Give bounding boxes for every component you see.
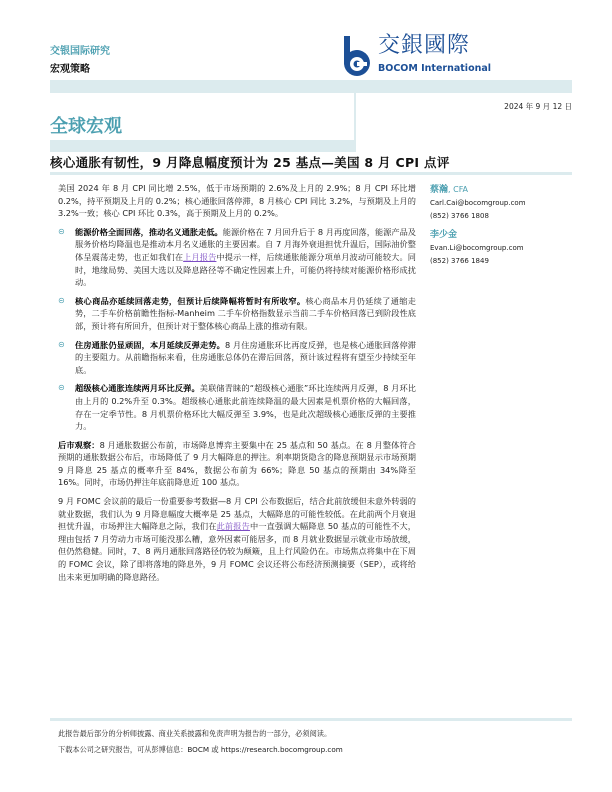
- final-text: 中一直强调大幅降息 50 基点的可能性不大，理由包括 7 月劳动力市场可能没那么糟，意外因素可能居多，而 8 月就业数据显示就业市场放缓，但仍然稳健。同时，7、8 两月通胀回落路径仍较为颠簸，且上行风险仍在。市场焦点将集中在下周的 FOMC 会议，除了即将落地的降息外，9 月 FOMC 会议还将公布经济预测摘要（SEP），或将给出未来更加明确的降息路径。: [58, 521, 416, 582]
- logo-chinese: 交銀國際: [378, 33, 471, 58]
- author-name: 蔡瀚: [430, 185, 449, 195]
- author-email[interactable]: Carl.Cai@bocomgroup.com: [430, 199, 526, 207]
- bullet-supercore: [58, 382, 416, 432]
- bullet-icon: ⊝: [58, 383, 65, 393]
- bullet-core-goods: [58, 295, 416, 333]
- bullet-heading: 超级核心通胀连续两月环比反弹。: [75, 383, 200, 394]
- outlook-heading: 后市观察：: [58, 439, 100, 450]
- bullet-text: 能源价格在 7 月回升后于 8 月再度回落，能源产品及服务价格均降温也是推动本月名义通胀的主要因素。自 7 月海外衰退担忧升温后，国际油价整体呈震荡走势，也正如我们在: [75, 226, 416, 262]
- disclaimer-text: 此报告最后部分的分析师披露、商业关系披露和免责声明为报告的一部分，必须阅读。: [58, 729, 332, 738]
- logo-mark-icon: [340, 34, 374, 78]
- bullet-icon: ⊝: [58, 339, 65, 349]
- region-heading: 全球宏观: [50, 116, 122, 137]
- author-credential: , CFA: [448, 185, 469, 194]
- author-phone: (852) 3766 1849: [430, 257, 489, 265]
- brand-name: 交银国际研究: [50, 46, 110, 57]
- bullet-heading: 住房通胀仍显顽固，本月延续反弹走势。: [75, 339, 225, 350]
- header-band: [50, 80, 572, 93]
- bullet-energy: [58, 226, 416, 289]
- bullet-icon: ⊝: [58, 226, 65, 236]
- title-underline: [50, 172, 572, 175]
- author-name: 李少金: [430, 230, 458, 240]
- bullet-housing: [58, 339, 416, 377]
- footer-divider: [50, 718, 572, 721]
- bullet-text: 中提示一样，后续通胀能源分项单月波动可能较大。同时，地缘局势、美国大选以及降息路径等不确定性因素上升，可能仍将持续对能源价格形成扰动。: [75, 251, 416, 288]
- bullet-text: 美联储青睐的“超级核心通胀”环比连续两月反弹，8 月环比由上月的 0.2%升至 0.3%。超级核心通胀此前连续降温的最大因素是机票价格的大幅回落，存在一定季节性。8 月机票价格环比大幅反弹至 3.9%，也是此次超级核心通胀反弹的主要推力。: [75, 383, 416, 432]
- download-text: 下载本公司之研究报告，可从彭博信息：BOCM 或 https://research.bocomgroup.com: [58, 745, 343, 754]
- bullet-text: 8 月住房通胀环比再度反弹，也是核心通胀回落停滞的主要阻力。从前瞻指标来看，住房通胀总体仍在滞后回落，预计该过程将有望至少持续至年底。: [75, 339, 416, 375]
- bullet-heading: 核心商品亦延续回落走势，但预计后续降幅将暂时有所收窄。: [75, 295, 306, 306]
- author-card: [430, 229, 570, 268]
- previous-report-link[interactable]: 此前报告: [216, 521, 250, 532]
- final-text: 9 月 FOMC 会议前的最后一份重要参考数据—8 月 CPI 公布数据后，结合此前放缓但未意外转弱的就业数据，我们认为 9 月降息幅度大概率是 25 基点，大幅降息的可能性较低。在此前两个月衰退担忧升温，市场押注大幅降息之际，我们在: [58, 496, 416, 532]
- last-month-report-link[interactable]: 上月报告: [183, 251, 217, 262]
- author-phone: (852) 3766 1808: [430, 212, 489, 220]
- company-logo: [340, 34, 572, 80]
- final-paragraph: [58, 495, 416, 583]
- region-band: [50, 140, 355, 152]
- report-date: 2024 年 9 月 12 日: [504, 102, 572, 111]
- outlook-text: 8 月通胀数据公布前，市场降息博弈主要集中在 25 基点和 50 基点。在 8 月整体符合预期的通胀数据公布后，市场降低了 9 月大幅降息的押注。利率期货隐含的降息预期显示市场预期 9 月降息 25 基点的概率升至 84%，数据公布前为 66%；降息 50 基点的预期由 34%降至 16%。同时，市场仍押注年底前降息近 100 基点。: [58, 439, 416, 488]
- bullet-heading: 能源价格全面回落，推动名义通胀走低。: [75, 226, 223, 237]
- author-email[interactable]: Evan.Li@bocomgroup.com: [430, 244, 524, 252]
- logo-english: BOCOM International: [378, 63, 492, 74]
- intro-paragraph: 美国 2024 年 8 月 CPI 同比增 2.5%，低于市场预期的 2.6%及上月的 2.9%；8 月 CPI 环比增 0.2%，持平预期及上月的 0.2%；核心通胀回落停滞，8 月核心 CPI 同比 3.2%，与预期及上月的 3.2%一致；核心 CPI 环比 0.3%，高于预期及上月的 0.2%。: [58, 183, 416, 219]
- page-title: 核心通胀有韧性，9 月降息幅度预计为 25 基点—美国 8 月 CPI 点评: [50, 155, 450, 170]
- bullet-icon: ⊝: [58, 295, 65, 305]
- author-card: [430, 183, 570, 223]
- main-column: [58, 182, 416, 714]
- outlook-paragraph: [58, 439, 416, 489]
- section-name: 宏观策略: [50, 64, 90, 75]
- bullet-text: 核心商品本月仍延续了通缩走势，二手车价格前瞻性指标-Manheim 二手车价格指数显示当前二手车价格回落已到阶段性底部，预计将有所回升，但预计对于整体核心商品上涨的推动有限。: [75, 295, 416, 331]
